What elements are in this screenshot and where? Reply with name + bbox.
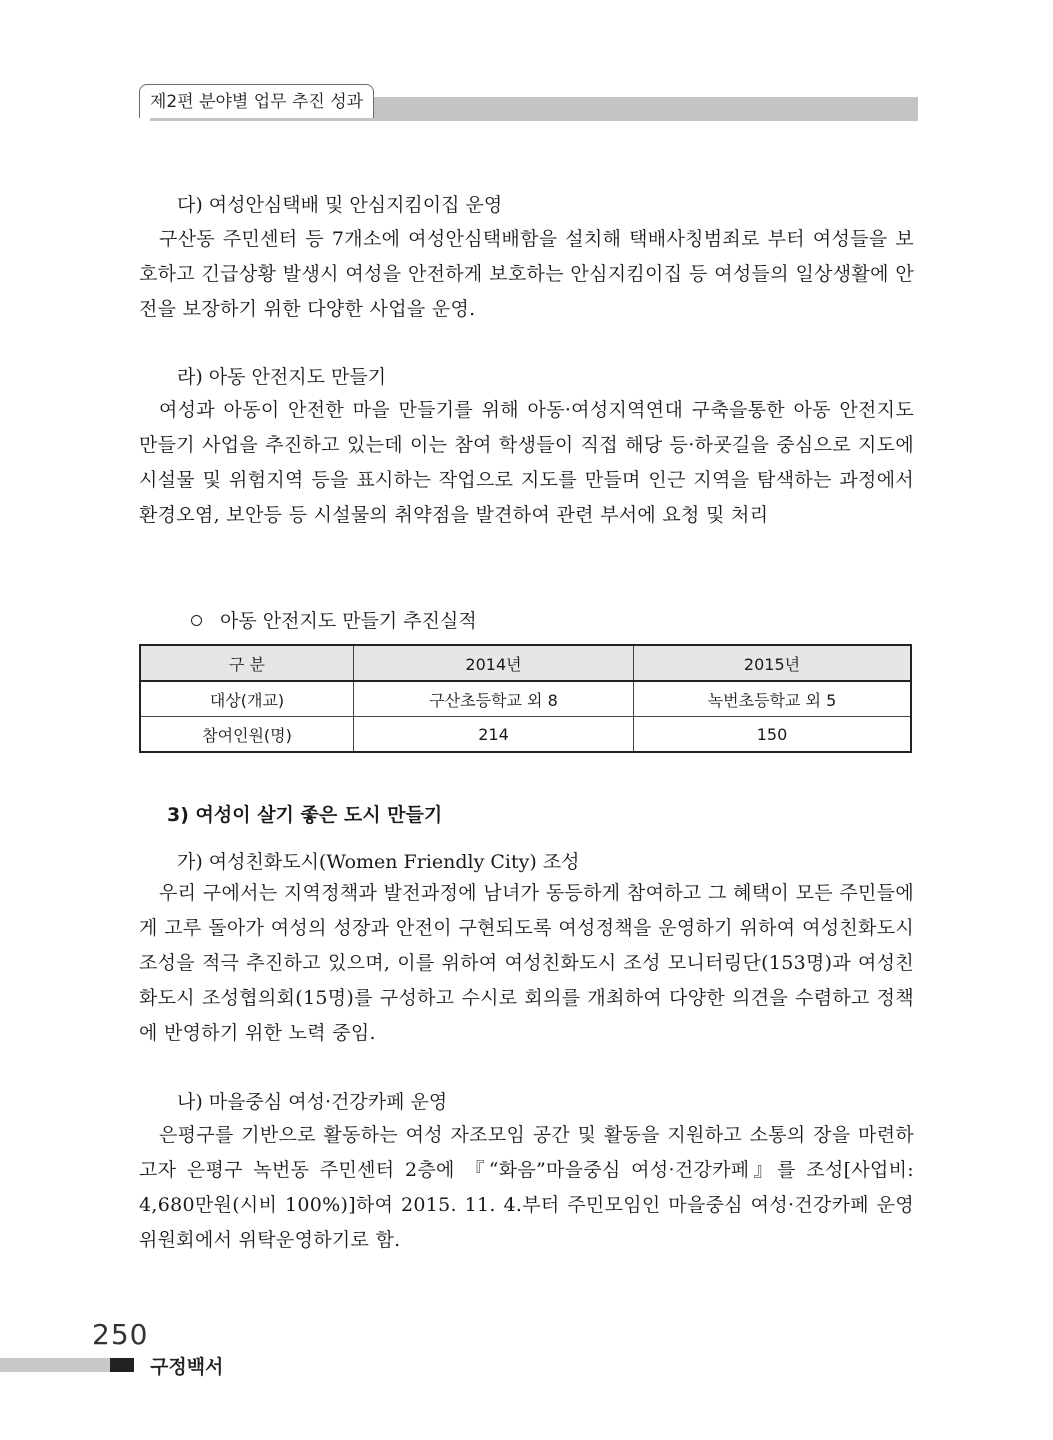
heading-ga: 가) 여성친화도시(Women Friendly City) 조성 [177, 851, 580, 873]
header-cell: 2015년 [634, 645, 912, 681]
footer-bar [0, 1358, 110, 1372]
table-cell: 구산초등학교 외 8 [354, 681, 634, 717]
chapter-header: 제2편 분야별 업무 추진 성과 [139, 84, 374, 118]
table-header-row [140, 645, 911, 681]
heading-na: 나) 마을중심 여성·건강카페 운영 [177, 1091, 448, 1113]
page-number: 250 [92, 1318, 149, 1351]
heading-da: 다) 여성안심택배 및 안심지킴이집 운영 [177, 194, 503, 216]
paragraph-ra: 여성과 아동이 안전한 마을 만들기를 위해 아동·여성지역연대 구축을통한 아동 안전지도 만들기 사업을 추진하고 있는데 이는 참여 학생들이 직접 해당 등·하굣길을 중심으로 지도에 시설물 및 위험지역 등을 표시하는 작업으로 지도를 만들며 인근 지역을 탐색하는 과정에서 환경오염, 보안등 등 시설물의 취약점을 발견하여 관련 부서에 요청 및 처리 [139, 399, 914, 526]
results-table [139, 644, 912, 753]
circle-bullet-icon [191, 615, 202, 626]
header-cell: 2014년 [354, 645, 634, 681]
table-row [140, 681, 911, 717]
header-cell: 구 분 [140, 645, 354, 681]
bullet-item [191, 606, 477, 633]
table-cell: 녹번초등학교 외 5 [634, 681, 912, 717]
table-row [140, 717, 911, 753]
bullet-text: 아동 안전지도 만들기 추진실적 [220, 610, 477, 632]
paragraph-na: 은평구를 기반으로 활동하는 여성 자조모임 공간 및 활동을 지원하고 소통의 장을 마련하고자 은평구 녹번동 주민센터 2층에 『“화음”마을중심 여성·건강카페』를 조성[사업비: 4,680만원(시비 100%)]하여 2015. 11. 4.부터 주민모임인 마을중심 여성·건강카페 운영위원회에서 위탁운영하기로 함. [139, 1124, 914, 1251]
paragraph-da: 구산동 주민센터 등 7개소에 여성안심택배함을 설치해 택배사칭범죄로 부터 여성들을 보호하고 긴급상황 발생시 여성을 안전하게 보호하는 안심지킴이집 등 여성들의 일상생활에 안전을 보장하기 위한 다양한 사업을 운영. [139, 228, 914, 320]
table-cell: 참여인원(명) [140, 717, 354, 753]
table-cell: 150 [634, 717, 912, 753]
footer-square [110, 1358, 134, 1372]
heading-ra: 라) 아동 안전지도 만들기 [177, 366, 387, 388]
section-heading-3: 3) 여성이 살기 좋은 도시 만들기 [167, 804, 443, 826]
book-title: 구정백서 [150, 1356, 224, 1378]
paragraph-ga: 우리 구에서는 지역정책과 발전과정에 남녀가 동등하게 참여하고 그 혜택이 모든 주민들에게 고루 돌아가 여성의 성장과 안전이 구현되도록 여성정책을 운영하기 위하여 여성친화도시 조성을 적극 추진하고 있으며, 이를 위하여 여성친화도시 조성 모니터링단(153명)과 여성친화도시 조성협의회(15명)를 구성하고 수시로 회의를 개최하여 다양한 의견을 수렴하고 정책에 반영하기 위한 노력 중임. [139, 882, 914, 1044]
table-cell: 대상(개교) [140, 681, 354, 717]
table-cell: 214 [354, 717, 634, 753]
